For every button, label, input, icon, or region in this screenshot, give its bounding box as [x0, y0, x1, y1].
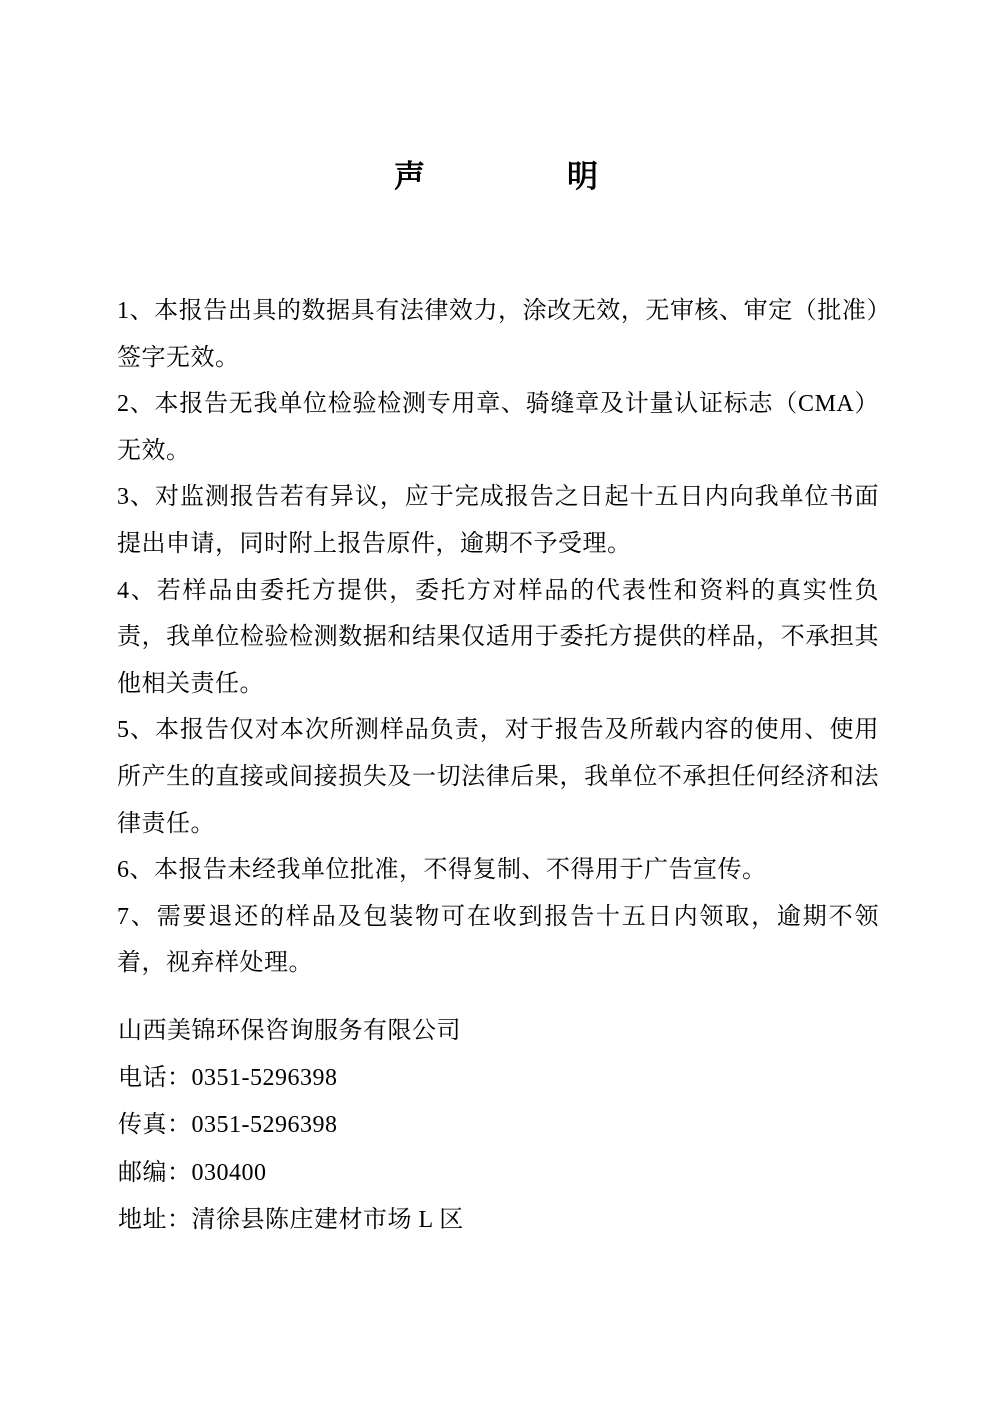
- contact-line-postcode: [118, 1150, 880, 1197]
- page-title-char-left: 声: [394, 159, 425, 194]
- address-label: 地址：: [118, 1206, 192, 1233]
- fax-label: 传真：: [118, 1112, 192, 1139]
- statement-item-6: 6、本报告未经我单位批准，不得复制、不得用于广告宣传。: [117, 857, 767, 884]
- statement-item-1: 1、本报告出具的数据具有法律效力，涂改无效，无审核、审定（批准）签字无效。: [117, 298, 879, 371]
- contact-block: [118, 1008, 880, 1244]
- phone-value: 0351-5296398: [191, 1065, 338, 1092]
- phone-label: 电话：: [118, 1065, 192, 1092]
- address-value: 清徐县陈庄建材市场 L 区: [191, 1206, 464, 1233]
- fax-value: 0351-5296398: [191, 1112, 338, 1139]
- page-title-char-right: 明: [567, 159, 598, 194]
- statement-item-5: 5、本报告仅对本次所测样品负责，对于报告及所载内容的使用、使用所产生的直接或间接损失及一切法律后果，我单位不承担任何经济和法律责任。: [117, 717, 879, 837]
- contact-line-address: [118, 1197, 880, 1244]
- page-title: [0, 158, 992, 196]
- statement-list: [117, 288, 879, 987]
- statement-item-2: 2、本报告无我单位检验检测专用章、骑缝章及计量认证标志（CMA）无效。: [117, 391, 879, 464]
- statement-item-3: 3、对监测报告若有异议，应于完成报告之日起十五日内向我单位书面提出申请，同时附上报告原件，逾期不予受理。: [117, 484, 879, 557]
- postcode-label: 邮编：: [118, 1159, 192, 1186]
- contact-line-fax: [118, 1102, 880, 1149]
- company-name: 山西美锦环保咨询服务有限公司: [118, 1018, 461, 1044]
- contact-line-phone: [118, 1055, 880, 1102]
- statement-item-7: 7、需要退还的样品及包装物可在收到报告十五日内领取，逾期不领着，视弃样处理。: [117, 903, 879, 977]
- postcode-value: 030400: [191, 1159, 267, 1186]
- statement-item-4: 4、若样品由委托方提供，委托方对样品的代表性和资料的真实性负责，我单位检验检测数据和结果仅适用于委托方提供的样品，不承担其他相关责任。: [117, 577, 879, 697]
